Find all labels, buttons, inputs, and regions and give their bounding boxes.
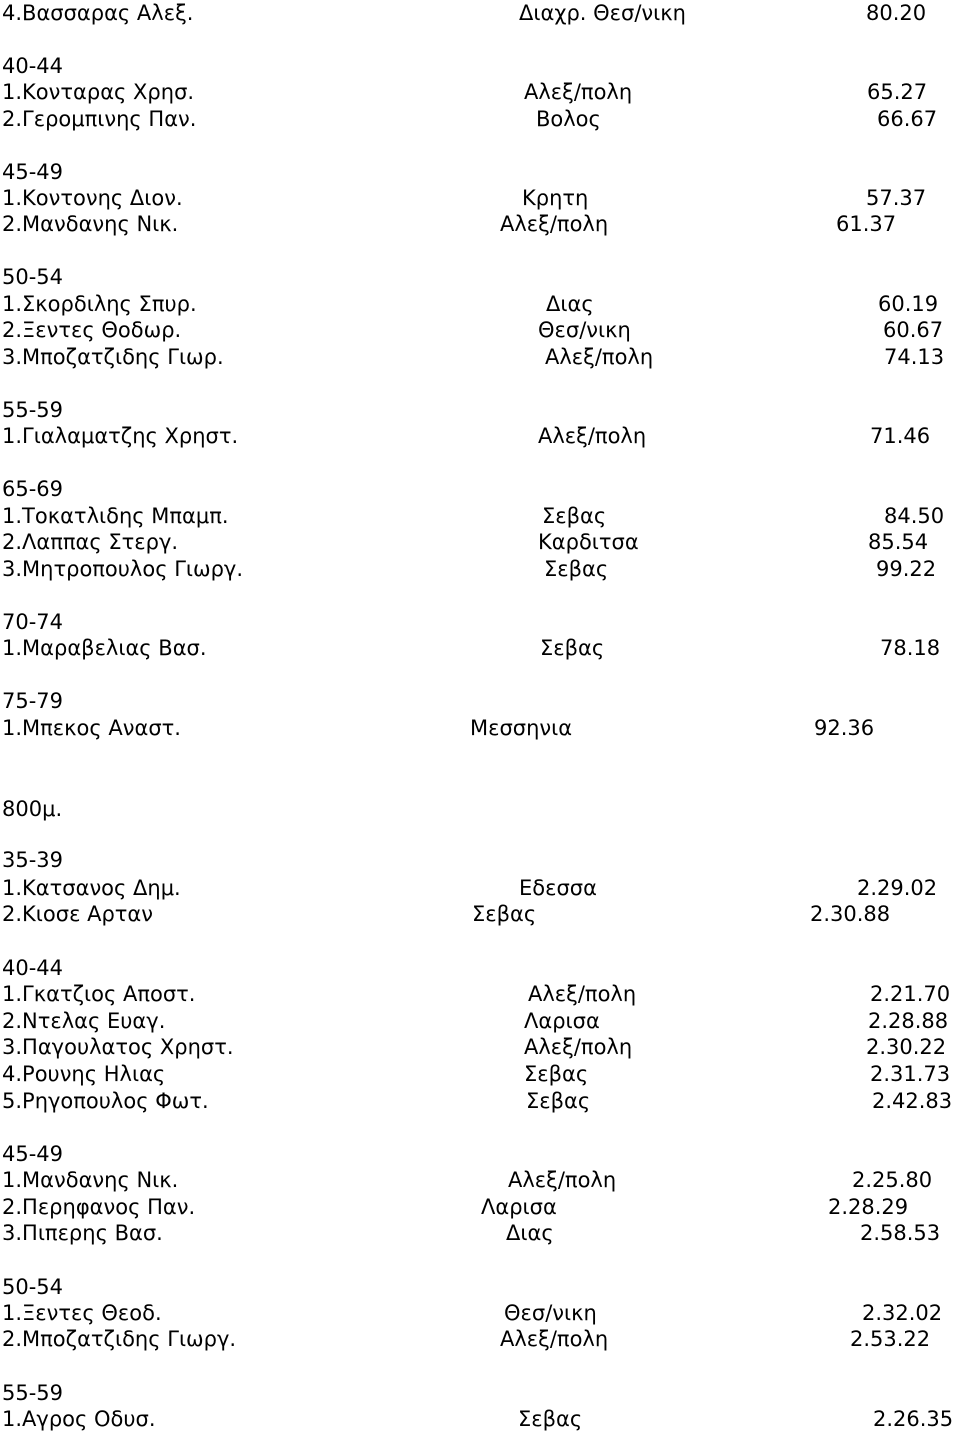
entry-club: Κρητη (522, 186, 589, 210)
entry-club: Σεβας (526, 1089, 591, 1113)
entry-name: 3.Πιπερης Βασ. (2, 1221, 163, 1245)
age-group-heading: 40-44 (2, 54, 64, 78)
entry-time: 60.19 (878, 292, 939, 316)
age-group-heading: 35-39 (2, 848, 64, 872)
entry-time: 80.20 (866, 1, 927, 25)
age-group-heading: 55-59 (2, 1381, 64, 1405)
entry-club: Αλεξ/πολη (524, 80, 633, 104)
entry-name: 2.Περηφανος Παν. (2, 1195, 196, 1219)
entry-time: 71.46 (870, 424, 931, 448)
entry-name: 1.Γκατζιος Αποστ. (2, 982, 196, 1006)
entry-club: Αλεξ/πολη (500, 212, 609, 236)
age-group-heading: 55-59 (2, 398, 64, 422)
age-group-heading: 70-74 (2, 610, 64, 634)
entry-time: 84.50 (884, 504, 945, 528)
entry-name: 3.Παγουλατος Χρηστ. (2, 1035, 234, 1059)
entry-club: Αλεξ/πολη (528, 982, 637, 1006)
entry-club: Σεβας (518, 1407, 583, 1431)
age-group-heading: 45-49 (2, 160, 64, 184)
entry-name: 2.Γερομπινης Παν. (2, 107, 197, 131)
entry-club: Σεβας (540, 636, 605, 660)
age-group-heading: 50-54 (2, 1275, 64, 1299)
entry-time: 60.67 (883, 318, 944, 342)
age-group-heading: 65-69 (2, 477, 64, 501)
entry-name: 2.Μανδανης Νικ. (2, 212, 179, 236)
entry-club: Θεσ/νικη (504, 1301, 597, 1325)
entry-name: 1.Κονταρας Χρησ. (2, 80, 195, 104)
entry-name: 3.Μποζατζιδης Γιωρ. (2, 345, 224, 369)
entry-club: Σεβας (524, 1062, 589, 1086)
entry-name: 1.Τοκατλιδης Μπαμπ. (2, 504, 229, 528)
entry-time: 65.27 (867, 80, 928, 104)
entry-club: Αλεξ/πολη (508, 1168, 617, 1192)
entry-club: Καρδιτσα (538, 530, 639, 554)
age-group-heading: 45-49 (2, 1142, 64, 1166)
entry-club: Βολος (536, 107, 601, 131)
entry-time: 2.30.22 (866, 1035, 947, 1059)
entry-time: 2.28.29 (828, 1195, 909, 1219)
event-heading: 800μ. (2, 797, 63, 821)
entry-time: 61.37 (836, 212, 897, 236)
entry-time: 2.53.22 (850, 1327, 931, 1351)
entry-name: 4.Βασσαρας Αλεξ. (2, 1, 194, 25)
entry-time: 74.13 (884, 345, 945, 369)
entry-name: 1.Ξεντες Θεοδ. (2, 1301, 162, 1325)
entry-club: Διας (506, 1221, 554, 1245)
entry-time: 2.30.88 (810, 902, 891, 926)
entry-time: 66.67 (877, 107, 938, 131)
entry-name: 1.Μανδανης Νικ. (2, 1168, 179, 1192)
entry-club: Σεβας (472, 902, 537, 926)
entry-time: 57.37 (866, 186, 927, 210)
entry-name: 2.Ξεντες Θοδωρ. (2, 318, 182, 342)
entry-time: 2.29.02 (857, 876, 938, 900)
entry-name: 1.Μαραβελιας Βασ. (2, 636, 207, 660)
entry-name: 1.Σκορδιλης Σπυρ. (2, 292, 197, 316)
entry-time: 2.58.53 (860, 1221, 941, 1245)
entry-name: 1.Αγρος Οδυσ. (2, 1407, 156, 1431)
entry-club: Σεβας (542, 504, 607, 528)
entry-name: 2.Μποζατζιδης Γιωργ. (2, 1327, 237, 1351)
entry-club: Λαρισα (524, 1009, 600, 1033)
entry-club: Μεσσηνια (470, 716, 573, 740)
entry-time: 2.25.80 (852, 1168, 933, 1192)
entry-time: 92.36 (814, 716, 875, 740)
entry-name: 2.Ντελας Ευαγ. (2, 1009, 166, 1033)
entry-club: Διας (546, 292, 594, 316)
entry-time: 2.26.35 (873, 1407, 954, 1431)
entry-club: Θεσ/νικη (538, 318, 631, 342)
entry-time: 2.31.73 (870, 1062, 951, 1086)
entry-name: 4.Ρουνης Ηλιας (2, 1062, 166, 1086)
entry-club: Αλεξ/πολη (524, 1035, 633, 1059)
entry-time: 2.42.83 (872, 1089, 953, 1113)
entry-club: Διαχρ. Θεσ/νικη (519, 1, 686, 25)
entry-time: 85.54 (868, 530, 929, 554)
age-group-heading: 40-44 (2, 956, 64, 980)
entry-name: 1.Κατσανος Δημ. (2, 876, 181, 900)
age-group-heading: 50-54 (2, 265, 64, 289)
age-group-heading: 75-79 (2, 689, 64, 713)
entry-name: 2.Κιοσε Αρταν (2, 902, 154, 926)
entry-time: 2.28.88 (868, 1009, 949, 1033)
entry-time: 2.21.70 (870, 982, 951, 1006)
entry-time: 78.18 (880, 636, 941, 660)
entry-name: 3.Μητροπουλος Γιωργ. (2, 557, 244, 581)
entry-name: 1.Κοντονης Διον. (2, 186, 183, 210)
entry-name: 1.Μπεκος Αναστ. (2, 716, 181, 740)
entry-club: Αλεξ/πολη (545, 345, 654, 369)
entry-club: Σεβας (544, 557, 609, 581)
entry-name: 1.Γιαλαματζης Χρηστ. (2, 424, 239, 448)
entry-club: Αλεξ/πολη (500, 1327, 609, 1351)
entry-club: Αλεξ/πολη (538, 424, 647, 448)
entry-club: Λαρισα (481, 1195, 557, 1219)
entry-name: 5.Ρηγοπουλος Φωτ. (2, 1089, 209, 1113)
entry-club: Εδεσσα (519, 876, 597, 900)
entry-name: 2.Λαππας Στεργ. (2, 530, 179, 554)
entry-time: 2.32.02 (862, 1301, 943, 1325)
entry-time: 99.22 (876, 557, 937, 581)
